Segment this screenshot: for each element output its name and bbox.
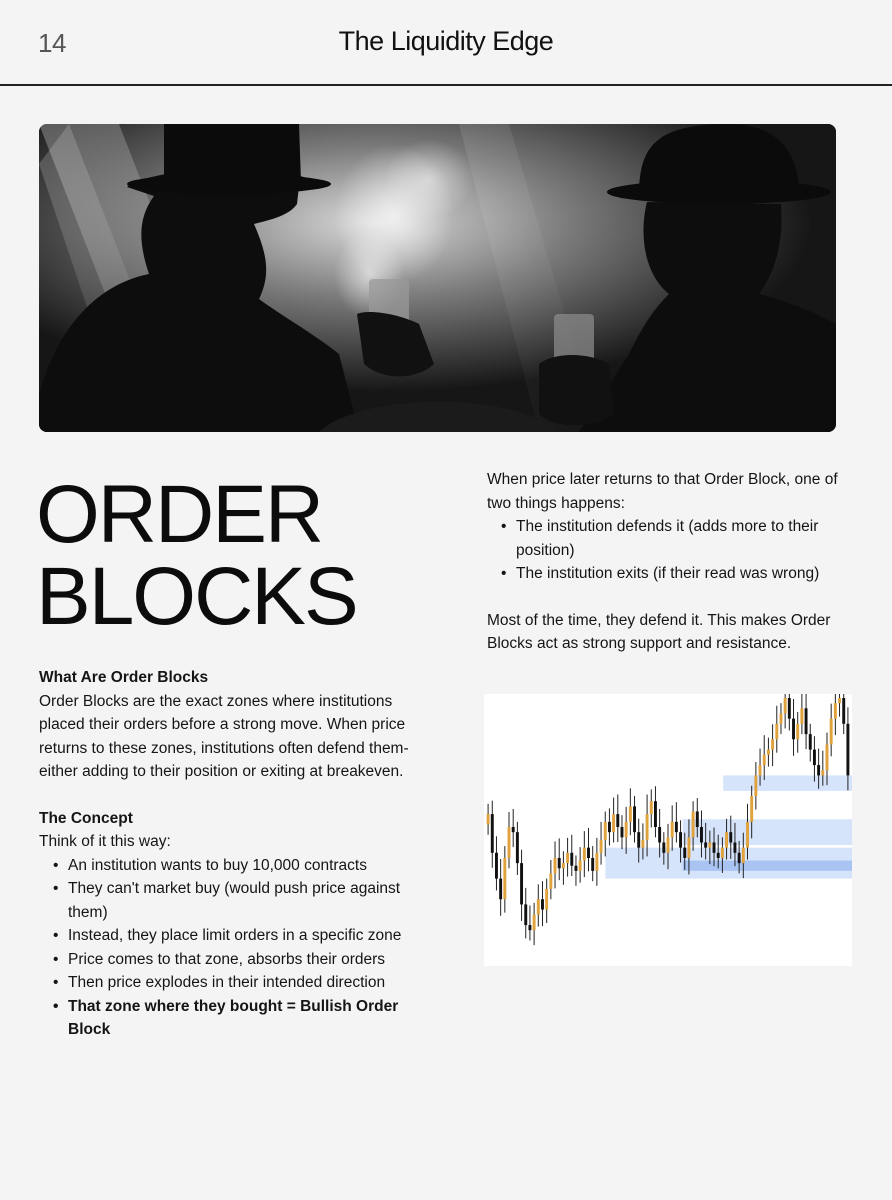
candle <box>646 794 649 856</box>
candle <box>675 802 678 842</box>
concept-heading: The Concept <box>39 809 133 827</box>
candle <box>796 712 799 753</box>
candle <box>671 805 674 850</box>
candle <box>591 846 594 881</box>
candle <box>533 903 536 945</box>
candle <box>792 699 795 756</box>
page-header <box>0 0 892 86</box>
candle <box>595 838 598 886</box>
candle <box>842 694 845 734</box>
concept-list <box>39 854 411 1042</box>
hero-image <box>39 124 836 432</box>
candle <box>830 704 833 757</box>
candle <box>800 694 803 734</box>
list-item: • They can't market buy (would push price against them) <box>68 877 411 924</box>
list-item: • An institution wants to buy 10,000 contracts <box>68 854 411 878</box>
list-item: • Price comes to that zone, absorbs their orders <box>68 948 411 972</box>
page-number: 14 <box>38 28 66 58</box>
candle <box>566 838 569 877</box>
candle <box>554 841 557 888</box>
candle <box>587 828 590 871</box>
candle <box>541 881 544 926</box>
noir-silhouettes-illustration <box>39 124 836 432</box>
candle <box>600 822 603 865</box>
list-item: • Instead, they place limit orders in a specific zone <box>68 924 411 948</box>
candle <box>508 812 511 868</box>
candle <box>549 860 552 899</box>
candle <box>562 851 565 885</box>
title-line-1: ORDER <box>36 469 323 560</box>
left-column <box>39 666 411 1042</box>
candle <box>612 798 615 843</box>
concept-intro: Think of it this way: <box>39 833 171 850</box>
candle <box>629 788 632 835</box>
candle <box>788 694 791 731</box>
candle <box>579 847 582 883</box>
candle <box>809 724 812 762</box>
candle <box>520 850 523 921</box>
candle <box>775 706 778 753</box>
book-title: The Liquidity Edge <box>338 26 554 56</box>
candle <box>834 694 837 735</box>
order-block-zone <box>683 861 852 871</box>
order-block-zone <box>683 819 852 845</box>
candle <box>616 794 619 841</box>
candle <box>491 801 494 868</box>
returns-conclusion: Most of the time, they defend it. This makes Order Blocks act as strong support and resistance. <box>487 611 831 652</box>
what-are-body: Order Blocks are the exact zones where institutions placed their orders before a strong move. When price returns to these zones, institutions often defend them-either adding to their position or exiting at breakeven. <box>39 692 409 780</box>
order-block-chart <box>484 694 852 966</box>
candle <box>780 703 783 734</box>
title-line-2: BLOCKS <box>36 551 357 642</box>
candle <box>813 736 816 781</box>
page-title <box>36 469 357 642</box>
candle <box>784 694 787 728</box>
candle <box>558 838 561 880</box>
candle <box>583 831 586 877</box>
candle <box>608 808 611 845</box>
candle <box>495 836 498 890</box>
candle <box>771 724 774 766</box>
right-column <box>487 468 859 656</box>
candle <box>767 738 770 767</box>
candle <box>499 859 502 916</box>
candle <box>570 835 573 876</box>
returns-intro: When price later returns to that Order Block, one of two things happens: <box>487 471 838 512</box>
candle <box>625 807 628 854</box>
candle <box>537 884 540 926</box>
candle <box>754 762 757 809</box>
list-item: • The institution defends it (adds more to their position) <box>516 515 859 562</box>
candle <box>838 694 841 717</box>
candle <box>654 786 657 837</box>
candle <box>487 804 490 835</box>
candle <box>633 796 636 842</box>
candle <box>650 789 653 827</box>
candle <box>512 809 515 847</box>
list-item: • Then price explodes in their intended direction <box>68 971 411 995</box>
order-block-zone <box>723 775 852 790</box>
list-item: • The institution exits (if their read was wrong) <box>516 562 859 586</box>
candlestick-chart <box>484 694 852 966</box>
candle <box>503 846 506 913</box>
returns-list <box>487 515 859 586</box>
list-item-bold: • That zone where they bought = Bullish Order Block <box>68 995 411 1042</box>
candle <box>516 822 519 875</box>
candle <box>524 888 527 939</box>
candle <box>574 855 577 885</box>
candle <box>763 735 766 780</box>
candle <box>528 905 531 940</box>
what-are-heading: What Are Order Blocks <box>39 669 209 686</box>
candle <box>621 815 624 849</box>
candle <box>545 879 548 923</box>
candle <box>805 694 808 749</box>
